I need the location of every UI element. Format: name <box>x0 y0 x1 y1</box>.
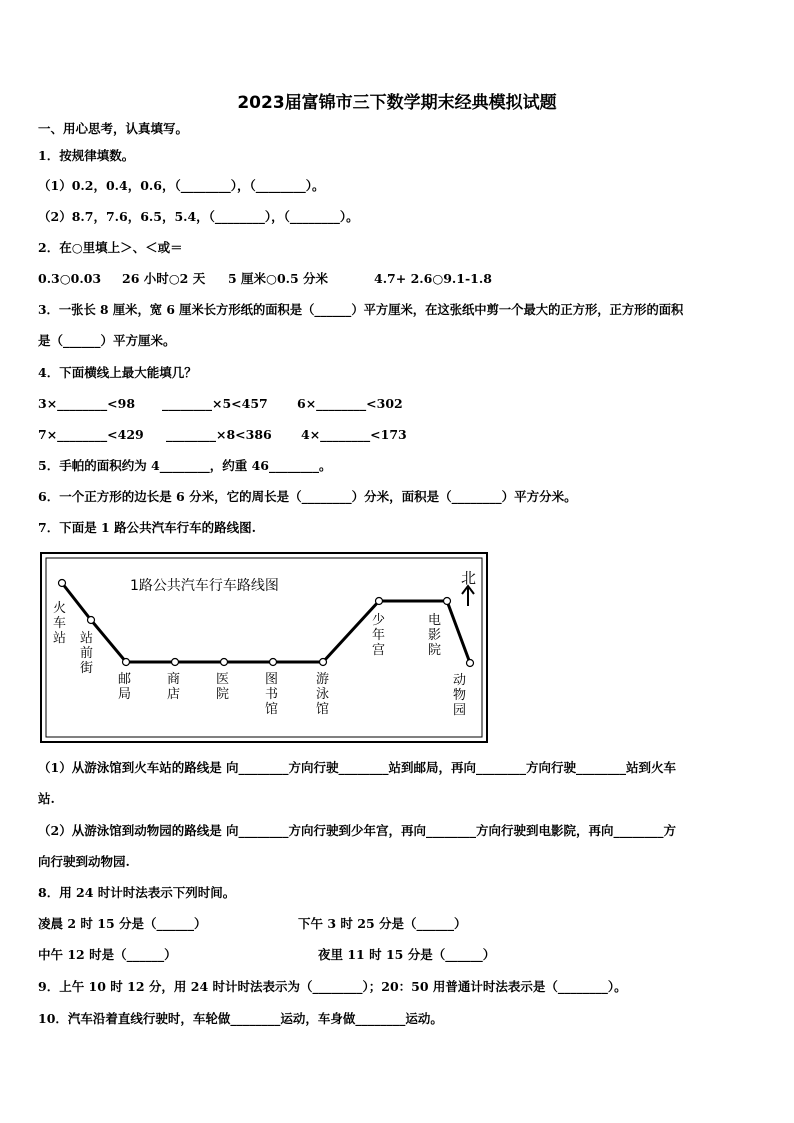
q8-b: 下午 3 时 25 分是（______） <box>298 916 467 931</box>
q1-part2: （2）8.7，7.6，6.5，5.4，（________），（________）。 <box>38 209 359 224</box>
q8-d: 夜里 11 时 15 分是（______） <box>318 947 496 962</box>
q10: 10．汽车沿着直线行驶时，车轮做________运动，车身做________运动。 <box>38 1011 443 1026</box>
section-heading: 一、用心思考，认真填写。 <box>38 121 189 136</box>
stop-label-zhanqianjie: 站前街 <box>80 631 94 676</box>
stop-label-yiyuan: 医院 <box>216 672 230 702</box>
stop-marker-dongwuyuan <box>467 660 474 667</box>
stop-label-shaoniangong: 少年宫 <box>372 613 386 658</box>
q8-c: 中午 12 时是（______） <box>38 947 177 962</box>
q1-part1: （1）0.2，0.4，0.6，（________），（________）。 <box>38 178 325 193</box>
north-label: 北 <box>461 569 477 587</box>
q8-a: 凌晨 2 时 15 分是（______） <box>38 916 207 931</box>
page-title: 2023届富锦市三下数学期末经典模拟试题 <box>237 93 557 113</box>
q4-stem: 4．下面横线上最大能填几？ <box>38 365 197 380</box>
stop-label-youyongguan: 游泳馆 <box>316 672 330 717</box>
q9: 9．上午 10 时 12 分，用 24 时计时法表示为（________）；20：50 用普通计时法表示是（________）。 <box>38 979 627 994</box>
q2-item-4: 4.7+ 2.6○9.1-1.8 <box>374 271 492 286</box>
q7-part1-line2: 站. <box>38 791 55 806</box>
stop-label-dongwuyuan: 动物园 <box>453 673 467 718</box>
stop-marker-tushuguan <box>270 659 277 666</box>
stop-marker-youju <box>123 659 130 666</box>
stop-marker-shangdian <box>172 659 179 666</box>
stop-label-dianyingyuan: 电影院 <box>428 613 442 658</box>
q4-r2-3: 4×________<173 <box>301 427 407 442</box>
q4-r2-1: 7×________<429 <box>38 427 144 442</box>
q4-r1-3: 6×________<302 <box>297 396 403 411</box>
q3-line1: 3．一张长 8 厘米，宽 6 厘米长方形纸的面积是（______）平方厘米，在这张纸中剪一个最大的正方形，正方形的面积 <box>38 302 684 317</box>
q7-part2-line2: 向行驶到动物园. <box>38 854 130 869</box>
q7-part2-line1: （2）从游泳馆到动物园的路线是 向________方向行驶到少年宫，再向________方向行驶到电影院，再向________方 <box>38 823 677 838</box>
stop-marker-yiyuan <box>221 659 228 666</box>
q5: 5．手帕的面积约为 4________，约重 46________。 <box>38 458 332 473</box>
stop-label-huochezhan: 火车站 <box>53 601 67 646</box>
stop-marker-youyongguan <box>320 659 327 666</box>
q7-stem: 7．下面是 1 路公共汽车行车的路线图. <box>38 520 256 535</box>
q7-part1-line1: （1）从游泳馆到火车站的路线是 向________方向行驶________站到邮局，再向________方向行驶________站到火车 <box>38 760 677 775</box>
q3-line2: 是（______）平方厘米。 <box>38 333 176 348</box>
stop-marker-huochezhan <box>59 580 66 587</box>
stop-label-tushuguan: 图书馆 <box>265 672 279 717</box>
q2-item-1: 0.3○0.03 <box>38 271 102 286</box>
stop-marker-shaoniangong <box>376 598 383 605</box>
q2-stem: 2．在○里填上＞、＜或＝ <box>38 240 183 255</box>
map-title: 1路公共汽车行车路线图 <box>130 578 279 594</box>
q2-item-3: 5 厘米○0.5 分米 <box>228 271 329 286</box>
q8-stem: 8．用 24 时计时法表示下列时间。 <box>38 885 236 900</box>
q4-r1-1: 3×________<98 <box>38 396 136 411</box>
bus-route-map <box>40 552 488 743</box>
q6: 6．一个正方形的边长是 6 分米，它的周长是（________）分米，面积是（________）平方分米。 <box>38 489 577 504</box>
stop-label-shangdian: 商店 <box>167 672 181 702</box>
q4-r1-2: ________×5<457 <box>162 396 268 411</box>
stop-marker-dianyingyuan <box>444 598 451 605</box>
stop-marker-zhanqianjie <box>88 617 95 624</box>
q4-r2-2: ________×8<386 <box>166 427 272 442</box>
stop-label-youju: 邮局 <box>118 672 132 702</box>
q2-item-2: 26 小时○2 天 <box>122 271 206 286</box>
q1-stem: 1．按规律填数。 <box>38 148 135 163</box>
